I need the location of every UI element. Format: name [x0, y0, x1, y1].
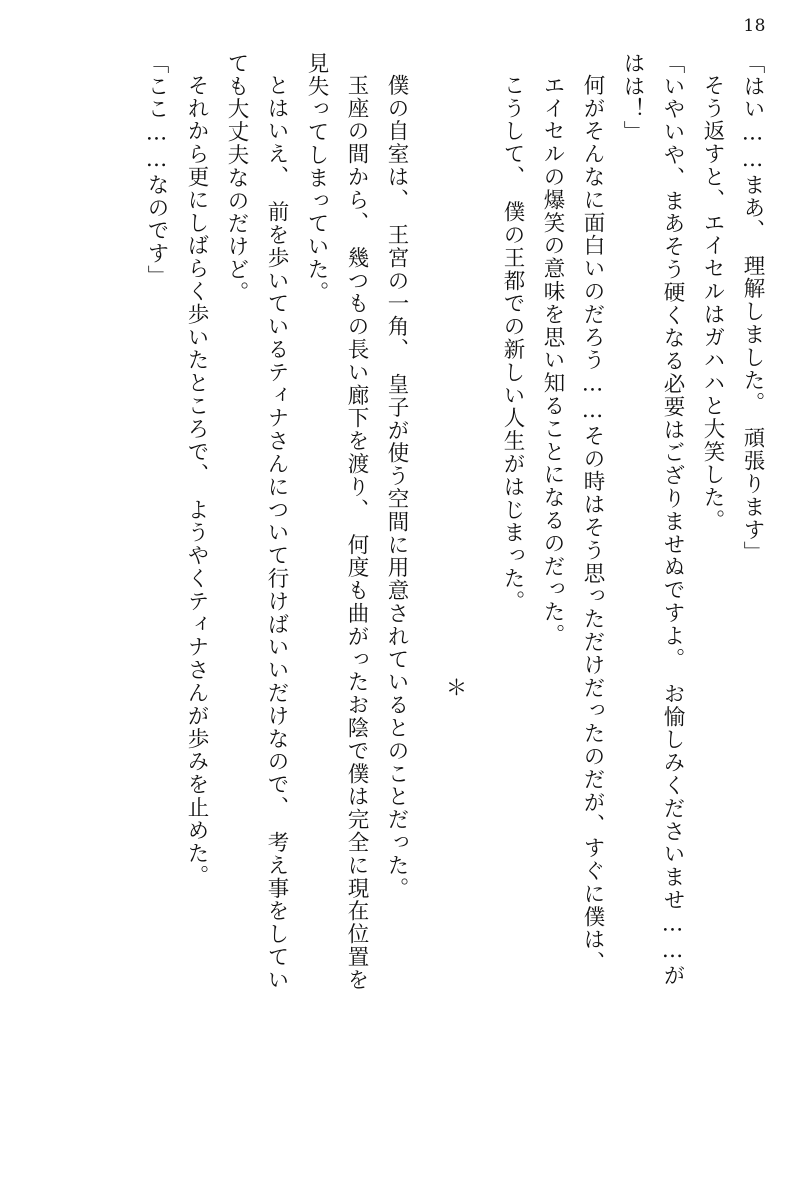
- page-number: 18: [743, 16, 766, 36]
- scene-separator: ＊: [442, 675, 467, 699]
- paragraph: とはいえ、 前を歩いているティナさんについて行けばいいだけなので、 考え事をしてい: [264, 74, 289, 992]
- paragraph: こうして、 僕の王都での新しい人生がはじまった。: [500, 74, 525, 613]
- paragraph: 見失ってしまっていた。: [304, 52, 329, 304]
- paragraph: そう返すと、エイセルはガハハと大笑した。: [700, 74, 725, 532]
- paragraph: それから更にしばらく歩いたところで、 ようやくティナさんが歩みを止めた。: [184, 74, 209, 888]
- paragraph: 「いやいや、まあそう硬くなる必要はござりませぬですよ。 お愉しみくださいませ……が: [660, 52, 685, 988]
- page-text-body: [40, 52, 772, 1182]
- paragraph: 何がそんなに面白いのだろう……その時はそう思っただけだったのだが、すぐに僕は、: [580, 74, 605, 975]
- paragraph: 僕の自室は、 王宮の一角、 皇子が使う空間に用意されているとのことだった。: [384, 74, 409, 900]
- paragraph: 玉座の間から、 幾つもの長い廊下を渡り、 何度も曲がったお陰で僕は完全に現在位置を: [344, 74, 369, 992]
- paragraph: はは！」: [620, 52, 645, 144]
- paragraph: 「はい……まあ、 理解しました。 頑張ります」: [740, 52, 765, 565]
- paragraph: エイセルの爆笑の意味を思い知ることになるのだった。: [540, 74, 565, 647]
- column-gap: [474, 52, 492, 1182]
- paragraph: 「ここ……なのです」: [144, 52, 169, 288]
- paragraph: ても大丈夫なのだけど。: [224, 52, 249, 304]
- column-gap: [416, 52, 434, 1182]
